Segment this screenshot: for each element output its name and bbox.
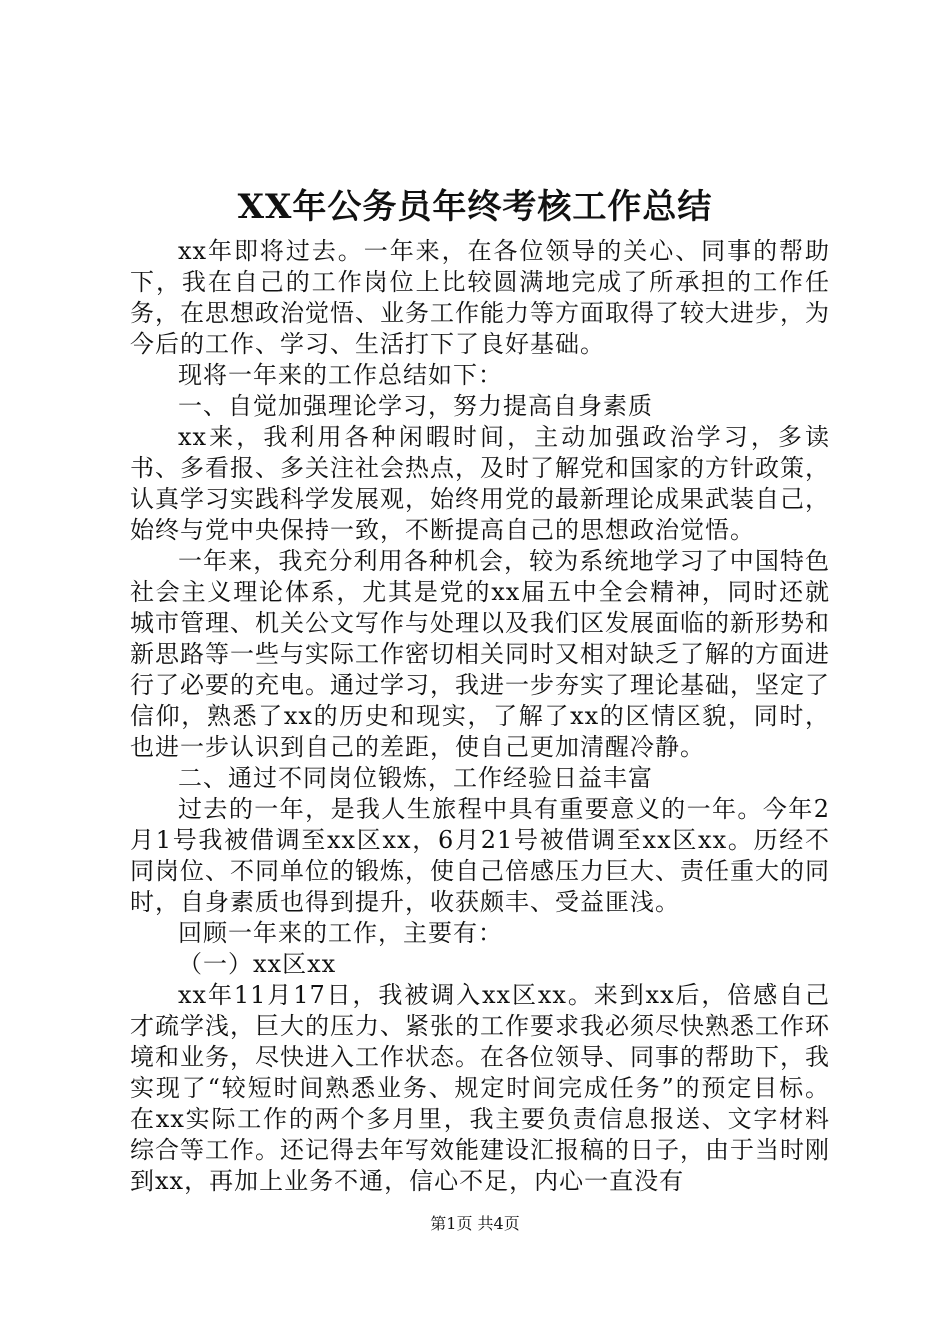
paragraph-theory: 一年来，我充分利用各种机会，较为系统地学习了中国特色社会主义理论体系，尤其是党的xx届五中全会精神，同时还就城市管理、机关公文写作与处理以及我们区发展面临的新形势和新思路等一些与实际工作密切相关同时又相对缺乏了解的方面进行了必要的充电。通过学习，我进一步夯实了理论基础，坚定了信仰，熟悉了xx的历史和现实，了解了xx的区情区貌，同时，也进一步认识到自己的差距，使自己更加清醒冷静。	[130, 547, 830, 761]
document-body	[130, 236, 830, 1197]
paragraph-intro: xx年即将过去。一年来，在各位领导的关心、同事的帮助下，我在自己的工作岗位上比较圆满地完成了所承担的工作任务，在思想政治觉悟、业务工作能力等方面取得了较大进步，为今后的工作、学习、生活打下了良好基础。	[130, 237, 830, 358]
subsection-heading-1: （一）xx区xx	[178, 950, 337, 978]
paragraph-review-lead: 回顾一年来的工作，主要有：	[178, 919, 503, 947]
paragraph-study: xx来，我利用各种闲暇时间，主动加强政治学习，多读书、多看报、多关注社会热点，及时了解党和国家的方针政策，认真学习实践科学发展观，始终用党的最新理论成果武装自己，始终与党中央保持一致，不断提高自己的思想政治觉悟。	[130, 423, 830, 544]
section-heading-1: 一、自觉加强理论学习，努力提高自身素质	[178, 392, 653, 420]
section-heading-2: 二、通过不同岗位锻炼，工作经验日益丰富	[178, 764, 653, 792]
page-footer: 第1页 共4页	[430, 1214, 520, 1233]
paragraph-summary-lead: 现将一年来的工作总结如下：	[178, 361, 503, 389]
paragraph-past-year: 过去的一年，是我人生旅程中具有重要意义的一年。今年2月1号我被借调至xx区xx，6月21号被借调至xx区xx。历经不同岗位、不同单位的锻炼，使自己倍感压力巨大、责任重大的同时，自身素质也得到提升，收获颇丰、受益匪浅。	[130, 795, 830, 916]
paragraph-transfer: xx年11月17日，我被调入xx区xx。来到xx后，倍感自己才疏学浅，巨大的压力、紧张的工作要求我必须尽快熟悉工作环境和业务，尽快进入工作状态。在各位领导、同事的帮助下，我实现了“较短时间熟悉业务、规定时间完成任务”的预定目标。在xx实际工作的两个多月里，我主要负责信息报送、文字材料综合等工作。还记得去年写效能建设汇报稿的日子，由于当时刚到xx，再加上业务不通，信心不足，内心一直没有	[130, 981, 830, 1195]
document-title: XX年公务员年终考核工作总结	[237, 187, 713, 227]
